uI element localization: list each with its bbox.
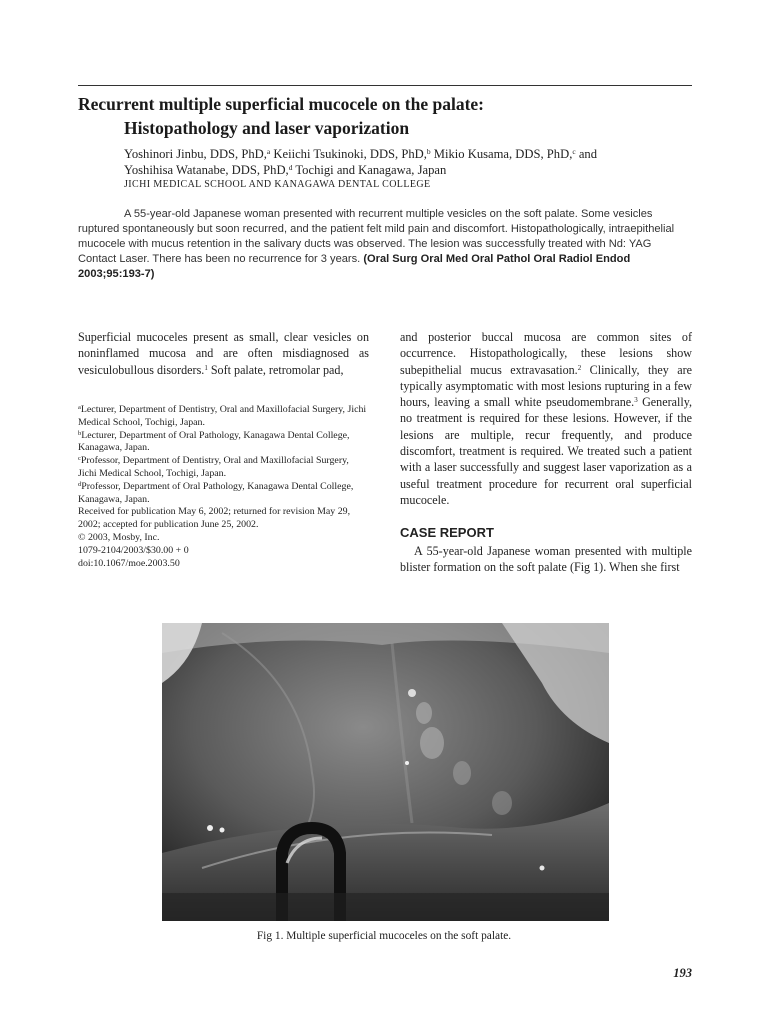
- author-1-mark: a: [266, 147, 271, 156]
- author-4-mark: d: [288, 163, 293, 172]
- intro-text: Superficial mucoceles present as small, clear vesicles on noninflamed mucosa and are often misdiagnosed as vesiculobullous disorders.: [78, 330, 369, 377]
- case-report-text: A 55-year-old Japanese woman presented with multiple blister formation on the soft palate (Fig 1). When she first: [400, 544, 692, 575]
- right-column-intro: [400, 329, 692, 508]
- title-line-2: Histopathology and laser vaporization: [124, 118, 410, 138]
- author-1: Yoshinori Jinbu, DDS, PhD,: [124, 147, 267, 161]
- affiliation: JICHI MEDICAL SCHOOL AND KANAGAWA DENTAL COLLEGE: [124, 179, 431, 190]
- author-2: Keiichi Tsukinoki, DDS, PhD,: [270, 147, 427, 161]
- right-text-b: Clinically, they are typically asymptomatic with most lesions rupturing in a few hours, leaving a small white pseudomembrane.: [400, 362, 692, 410]
- title-line-1: Recurrent multiple superficial mucocele on the palate:: [78, 94, 484, 114]
- footnote-c: $^c$Professor, Department of Dentistry, Oral and Maxillofacial Surgery, Jichi Medical School, Tochigi, Japan.: [78, 455, 349, 479]
- ref-2: 2: [577, 363, 582, 372]
- article-title: [78, 92, 692, 140]
- abstract: [78, 207, 692, 282]
- author-3-mark: c: [572, 147, 576, 156]
- right-text-c: Generally, no treatment is required for these lesions. However, if the lesions are multiple, recur frequently, and produce discomfort, treatment is required. We treated such a patient with a laser successfully and suggest laser vaporization as a useful treatment procedure for recurrent oral superficial mucocele.: [400, 395, 692, 507]
- footnotes: [78, 404, 369, 570]
- intro-text-tail: Soft palate, retromolar pad,: [207, 362, 344, 377]
- issn: 1079-2104/2003/$30.00 + 0: [78, 544, 189, 556]
- footnote-d: $^d$Professor, Department of Oral Pathology, Kanagawa Dental College, Kanagawa, Japan.: [78, 480, 354, 505]
- abstract-citation: (Oral Surg Oral Med Oral Pathol Oral Radiol Endod 2003;95:193-7): [78, 253, 631, 280]
- copyright: © 2003, Mosby, Inc.: [78, 531, 160, 543]
- doi: doi:10.1067/moe.2003.50: [78, 557, 180, 569]
- clinical-photo: [162, 623, 609, 921]
- abstract-text: A 55-year-old Japanese woman presented with recurrent multiple vesicles on the soft palate. Some vesicles ruptured spontaneously but soon recurred, and the patient felt mild pain and discomfort. Histopathologically, intraepithelial mucocele with mucus retention in the salivary ducts was observed. The lesion was successfully treated with Nd: YAG Contact Laser. There has been no recurrence for 3 years.: [78, 208, 675, 265]
- left-column-intro: [78, 329, 369, 378]
- received-dates: Received for publication May 6, 2002; returned for revision May 29, 2002; accepted for publication June 25, 2002.: [78, 506, 351, 531]
- figure-caption: Fig 1. Multiple superficial mucoceles on the soft palate.: [256, 930, 512, 942]
- footnote-a: $^a$Lecturer, Department of Dentistry, Oral and Maxillofacial Surgery, Jichi Medical School, Tochigi, Japan.: [78, 404, 367, 428]
- header-rule: [78, 85, 692, 86]
- author-list: [124, 146, 692, 178]
- page-number: 193: [673, 966, 692, 980]
- right-text-a: and posterior buccal mucosa are common sites of occurrence. Histopathologically, these lesions show subepithelial mucus extravasation.: [400, 330, 692, 377]
- ref-3: 3: [634, 396, 638, 405]
- author-3-tail: and: [575, 147, 598, 161]
- author-2-mark: b: [426, 147, 431, 156]
- author-4: Yoshihisa Watanabe, DDS, PhD,: [124, 163, 289, 177]
- author-4-tail: Tochigi and Kanagawa, Japan: [292, 163, 447, 177]
- case-report-heading: CASE REPORT: [400, 525, 494, 540]
- footnote-b: $^b$Lecturer, Department of Oral Pathology, Kanagawa Dental College, Kanagawa, Japan.: [78, 429, 350, 454]
- author-3: Mikio Kusama, DDS, PhD,: [430, 147, 573, 161]
- ref-1: 1: [204, 363, 208, 372]
